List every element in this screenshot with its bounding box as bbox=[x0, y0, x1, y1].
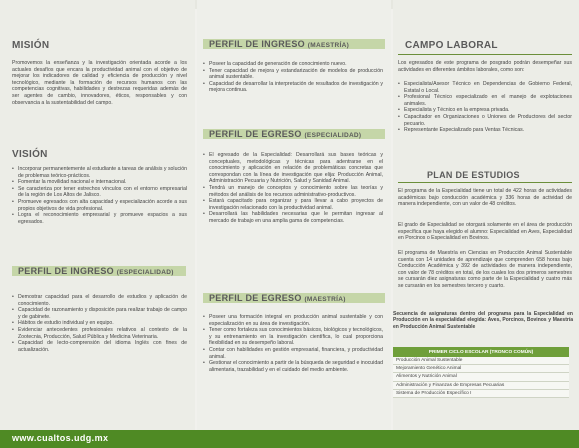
plan-estudios-p3: El programa de Maestría en Ciencias en Producción Animal Sustentable cuenta con 14 unidades de aprendizaje que comprenden 658 horas bajo Conducción Académica y 392 de actividades de manera independiente, con valor de 78 créditos en total, de los cuales los dos primeros semestres se cursarán diez asignaturas como parte de la Especialidad y cuatro más se cursarán en los semestres tercero y cuarto. bbox=[398, 250, 572, 289]
campo-laboral-item: • Especialista y Técnico en la empresa privada. bbox=[398, 107, 572, 114]
perfil-ingreso-esp-list bbox=[12, 294, 187, 353]
perfil-egreso-mae-title-text: PERFIL DE EGRESO bbox=[209, 293, 302, 303]
perfil-egreso-mae-item: • Gestionar el conocimiento a partir de la búsqueda de seguridad e inocuidad alimentaria, trazabilidad y en el cuidado del medio ambiente. bbox=[203, 360, 383, 373]
table-row bbox=[393, 389, 569, 397]
perfil-ingreso-mae-list bbox=[203, 61, 383, 94]
perfil-egreso-esp-item: • Desarrollará las habilidades necesarias que le permitan ingresar al mercado de trabajo en una amplia gama de competencias. bbox=[203, 211, 383, 224]
perfil-ingreso-mae-subtitle: (MAESTRÍA) bbox=[307, 42, 350, 49]
perfil-egreso-esp-list bbox=[203, 152, 383, 225]
perfil-egreso-mae-title bbox=[209, 293, 346, 303]
perfil-ingreso-mae-item: • Capacidad de desarrollar la interpretación de resultados de investigación y mejora continua. bbox=[203, 81, 383, 94]
perfil-ingreso-esp-item: • Hábitos de estudio individual y en equipo. bbox=[12, 320, 187, 327]
footer-url-link[interactable]: www.cualtos.udg.mx bbox=[12, 433, 109, 443]
table-row bbox=[393, 373, 569, 381]
table-row bbox=[393, 357, 569, 365]
perfil-ingreso-mae-item: • Tener capacidad de mejora y estandarización de modelos de producción animal sustentable. bbox=[203, 68, 383, 81]
perfil-ingreso-mae-item: • Poseer la capacidad de generación de conocimiento nuevo. bbox=[203, 61, 383, 68]
perfil-egreso-esp-item: • El egresado de la Especialidad: Desarrollará sus bases teóricas y conceptuales, metodológicas y técnicas para adentrarse en el conocimiento y aplicación en relación de problemáticas concretas que correspondan con la línea de investigación que elija: Producción Animal, Administración Pecuaria y Nutrición, Salud y Sanidad Animal. bbox=[203, 152, 383, 185]
table-cell: Producción Animal Sustentable bbox=[393, 357, 569, 365]
vision-item: • Se caracteriza por tener estrechos vínculos con el entorno empresarial de la región de Los Altos de Jalisco. bbox=[12, 186, 187, 199]
campo-laboral-item: • Representante Especializado para Ventas Técnicas. bbox=[398, 127, 572, 134]
subjects-table bbox=[393, 347, 569, 398]
perfil-ingreso-esp-title bbox=[18, 266, 174, 276]
campo-laboral-rule bbox=[398, 54, 572, 55]
table-cell: Administración y Finanzas de Empresas Pecuarias bbox=[393, 381, 569, 389]
campo-laboral-item: • Especialista/Asesor Técnico en Dependencias de Gobierno Federal, Estatal o Local. bbox=[398, 81, 572, 94]
subjects-table-header: PRIMER CICLO ESCOLAR (TRONCO COMÚN) bbox=[393, 347, 569, 357]
mision-title: MISIÓN bbox=[12, 40, 50, 51]
perfil-ingreso-esp-subtitle: (ESPECIALIDAD) bbox=[116, 269, 174, 276]
perfil-egreso-mae-item: • Contar con habilidades en gestión empresarial, financiera, y productividad animal. bbox=[203, 347, 383, 360]
perfil-ingreso-esp-item: • Capacidad de lecto-comprensión del idioma Inglés con fines de actualización. bbox=[12, 340, 187, 353]
perfil-egreso-esp-title-text: PERFIL DE EGRESO bbox=[209, 129, 302, 139]
vision-item: • Logra el reconocimiento empresarial y promueve espacios a sus egresados. bbox=[12, 212, 187, 225]
secuencia-text: Secuencia de asignaturas dentro del programa para la Especialidad en Producción en la especialidad elegida: Aves, Porcinos, Bovinos y Maestría en Producción Animal Sustentable bbox=[393, 311, 573, 330]
perfil-egreso-mae-item: • Poseer una formación integral en producción animal sustentable y con especialización en su área de investigación. bbox=[203, 314, 383, 327]
perfil-egreso-esp-subtitle: (ESPECIALIDAD) bbox=[304, 132, 362, 139]
campo-laboral-list bbox=[398, 81, 572, 134]
perfil-ingreso-mae-title bbox=[209, 39, 349, 49]
perfil-egreso-esp-item: • Tendrá un manejo de conceptos y conocimiento sobre las teorías y métodos del análisis de los recursos administrativo-productivos. bbox=[203, 185, 383, 198]
plan-estudios-p1: El programa de la Especialidad tiene un total de 422 horas de actividades académicas bajo conducción académica y 336 horas de actividad de manera independiente, con un valor de 48 créditos. bbox=[398, 188, 572, 208]
table-cell: Sistema de Producción Específico I bbox=[393, 389, 569, 397]
perfil-ingreso-mae-title-text: PERFIL DE INGRESO bbox=[209, 39, 305, 49]
perfil-egreso-mae-subtitle: (MAESTRÍA) bbox=[304, 296, 346, 303]
table-row bbox=[393, 365, 569, 373]
campo-laboral-intro: Los egresados de este programa de posgrado podrán desempeñar sus actividades en diferentes ámbitos laborales, como son: bbox=[398, 60, 572, 73]
perfil-egreso-esp-item: • Estará capacitado para organizar y para llevar a cabo proyectos de investigación relacionado con la productividad animal. bbox=[203, 198, 383, 211]
vision-title: VISIÓN bbox=[12, 149, 48, 160]
vision-item: • Promueve egresados con alta capacidad y especialización acorde a sus propios objetivos de vida profesional. bbox=[12, 199, 187, 212]
perfil-ingreso-esp-item: • Capacidad de razonamiento y disposición para realizar trabajo de campo y de gabinete. bbox=[12, 307, 187, 320]
vision-item: • Incorporar permanentemente al estudiante a tareas de análisis y solución de problemas teórico-prácticos. bbox=[12, 166, 187, 179]
vision-list bbox=[12, 166, 187, 225]
table-cell: Mejoramiento Genético Animal bbox=[393, 365, 569, 373]
plan-estudios-title: PLAN DE ESTUDIOS bbox=[427, 170, 520, 180]
perfil-egreso-esp-title bbox=[209, 129, 361, 139]
perfil-egreso-mae-list bbox=[203, 314, 383, 373]
campo-laboral-item: • Capacitador en Organizaciones o Uniones de Productores del sector pecuario. bbox=[398, 114, 572, 127]
campo-laboral-item: • Profesional Técnico especializado en el manejo de explotaciones animales. bbox=[398, 94, 572, 107]
perfil-egreso-mae-item: • Tener como fortaleza sus conocimientos básicos, biológicos y tecnológicos, y su entrenamiento en la investigación científica, lo cual proporciona flexibilidad en su desempeño laboral. bbox=[203, 327, 383, 347]
vision-item: • Fomentar la movilidad nacional e internacional. bbox=[12, 179, 187, 186]
plan-estudios-rule bbox=[398, 182, 572, 183]
perfil-ingreso-esp-title-text: PERFIL DE INGRESO bbox=[18, 266, 114, 276]
campo-laboral-title: CAMPO LABORAL bbox=[405, 40, 498, 51]
mision-text: Promovemos la enseñanza y la investigación orientada acorde a los actuales desafíos que encara la productividad animal con el objetivo de mejorar los indicadores de calidad y eficiencia de producción y nivel tecnológico, mediante la formación de recursos humanos con las competencias cognitivas, habilidades y destrezas requeridas además de ser agentes de cambio, innovadores, éticos, responsables y con observancia a la sustentabilidad del campo. bbox=[12, 60, 187, 106]
footer-bar bbox=[0, 430, 579, 448]
perfil-ingreso-esp-item: • Demostrar capacidad para el desarrollo de estudios y aplicación de conocimiento. bbox=[12, 294, 187, 307]
perfil-ingreso-esp-item: • Evidenciar antecedentes profesionales relativos al contexto de la Zootecnia, Producción, Salud Pública y Medicina Veterinaria. bbox=[12, 327, 187, 340]
table-cell: Alimentos y Nutrición Animal bbox=[393, 373, 569, 381]
table-row bbox=[393, 381, 569, 389]
plan-estudios-p2: El grado de Especialidad se otorgará solamente en el área de producción específica que haya elegido el alumno: Especialidad en Aves, Especialidad en Porcinos o Especialidad en Bovinos. bbox=[398, 222, 572, 242]
